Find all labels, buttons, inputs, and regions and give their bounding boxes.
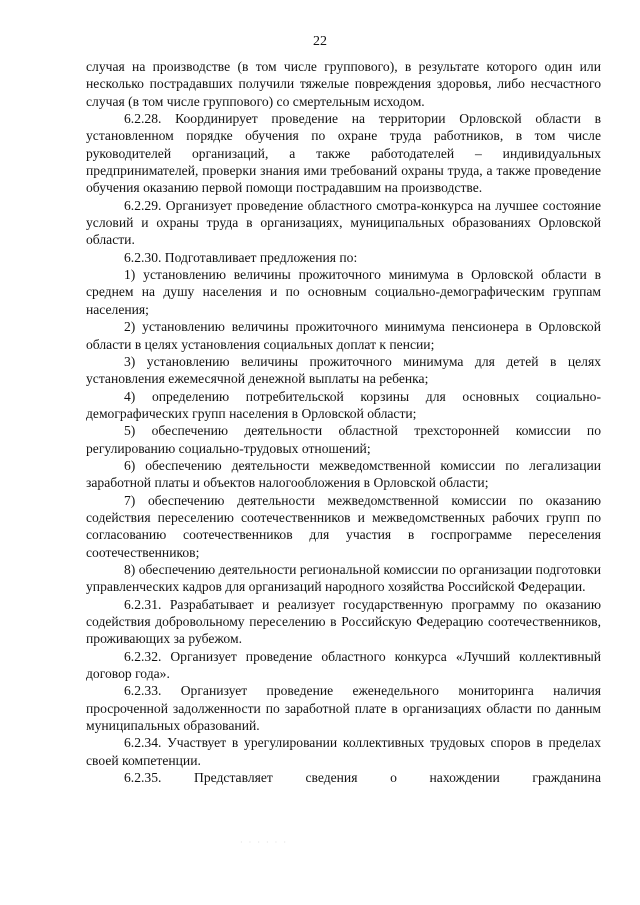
paragraph-1: случая на производстве (в том числе группового), в результате которого один или несколько пострадавших получили тяжелые повреждения здоровья, либо несчастного случая (в том числе группового) со смертельным исходом. <box>86 59 601 109</box>
list-item-7: 7) обеспечению деятельности межведомственной комиссии по оказанию содействия переселению соотечественников и межведомственных рабочих групп по согласованию соотечественников для участия в госпрограмме переселения соотечественников; <box>86 492 601 560</box>
paragraph-6-2-29: 6.2.29. Организует проведение областного смотра-конкурса на лучшее состояние условий и охраны труда в организациях, муниципальных образованиях Орловской области. <box>86 197 601 248</box>
page-number: 22 <box>313 34 327 49</box>
list-item-5: 5) обеспечению деятельности областной трехсторонней комиссии по регулированию социально-трудовых отношений; <box>86 423 601 456</box>
list-item-4: 4) определению потребительской корзины для основных социально-демографических групп населения в Орловской области; <box>86 388 601 421</box>
list-item-8: 8) обеспечению деятельности региональной комиссии по организации подготовки управленческих кадров для организаций народного хозяйства Российской Федерации. <box>86 561 601 595</box>
paragraph-6-2-28: 6.2.28. Координирует проведение на территории Орловской области в установленном порядке обучения по охране труда работников, в том числе руководителей организаций, а также работодателей – индивидуальных предпринимателей, проверки знания ими требований охраны труда, а также проведение обучения оказанию первой помощи пострадавшим на производстве. <box>86 111 601 196</box>
paragraph-6-2-32: 6.2.32. Организует проведение областного конкурса «Лучший коллективный договор года». <box>86 648 601 682</box>
paragraph-6-2-30: 6.2.30. Подготавливает предложения по: <box>124 249 358 265</box>
paragraph-6-2-33: 6.2.33. Организует проведение еженедельного мониторинга наличия просроченной задолженности по заработной плате в организациях области по данным муниципальных образований. <box>86 683 601 734</box>
document-body <box>86 58 601 786</box>
list-item-1: 1) установлению величины прожиточного минимума в Орловской области в среднем на душу населения и по основным социально-демографическим группам населения; <box>86 267 601 317</box>
paragraph-6-2-31: 6.2.31. Разрабатывает и реализует государственную программу по оказанию содействия добровольному переселению в Российскую Федерацию соотечественников, проживающих за рубежом. <box>86 596 601 647</box>
paragraph-6-2-35: 6.2.35. Представляет сведения о нахождении гражданина <box>124 770 601 786</box>
scan-artifact: · · · · · · <box>240 838 288 847</box>
list-item-3: 3) установлению величины прожиточного минимума для детей в целях установления ежемесячной денежной выплаты на ребенка; <box>86 353 601 387</box>
list-item-2: 2) установлению величины прожиточного минимума пенсионера в Орловской области в целях установления социальных доплат к пенсии; <box>86 319 601 352</box>
list-item-6: 6) обеспечению деятельности межведомственной комиссии по легализации заработной платы и объектов налогообложения в Орловской области; <box>86 457 601 491</box>
paragraph-6-2-34: 6.2.34. Участвует в урегулировании коллективных трудовых споров в пределах своей компетенции. <box>86 735 601 768</box>
